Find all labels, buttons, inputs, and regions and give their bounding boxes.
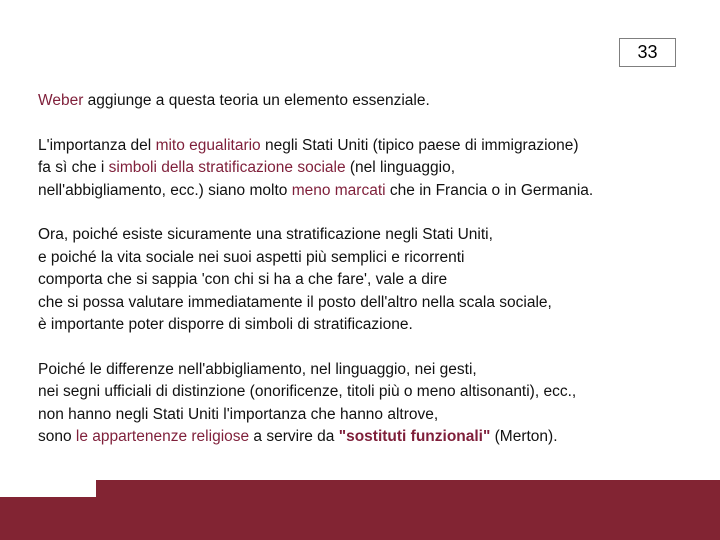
text: (Merton). [490,428,558,445]
text: che in Francia o in Germania. [385,181,594,199]
text: aggiunge a questa teoria un elemento essenziale. [83,92,430,109]
text: nell'abbigliamento, ecc.) siano molto [38,181,292,199]
highlight-simboli: simboli della stratificazione sociale [108,159,346,176]
text: negli Stati Uniti (tipico paese di immigrazione) [260,136,579,154]
text: L'importanza del [38,136,156,154]
text-line: non hanno negli Stati Uniti l'importanza che hanno altrove, [38,405,439,423]
highlight-sostituti-funzionali: "sostituti funzionali" [338,428,491,445]
text-line [38,135,708,158]
slide-body [38,90,708,449]
paragraph-egalitarian-myth [38,135,708,203]
text-line [38,180,708,203]
highlight-meno-marcati: meno marcati [291,181,386,199]
text-line: e poiché la vita sociale nei suoi aspetti più semplici e ricorrenti [38,248,465,266]
text: (nel linguaggio, [345,159,456,176]
page-number: 33 [619,38,676,67]
paragraph-functional-substitutes [38,359,708,449]
text: sono [38,428,76,445]
text-line: Poiché le differenze nell'abbigliamento, nel linguaggio, nei gesti, [38,360,477,378]
text-line: Ora, poiché esiste sicuramente una stratificazione negli Stati Uniti, [38,226,493,243]
highlight-mito-egualitario: mito egualitario [155,136,261,154]
text-line [38,426,708,449]
text: a servire da [249,428,339,445]
text-line: nei segni ufficiali di distinzione (onorificenze, titoli più o meno altisonanti), ecc., [38,383,577,400]
paragraph-stratification [38,224,708,337]
highlight-appartenenze-religiose: le appartenenze religiose [75,428,250,445]
paragraph-intro [38,90,708,113]
text: fa sì che i [38,159,109,176]
text-line: è importante poter disporre di simboli di stratificazione. [38,316,413,333]
footer-bar [96,480,720,540]
footer-bar-left [0,497,96,540]
highlight-weber: Weber [38,92,84,109]
text-line: che si possa valutare immediatamente il posto dell'altro nella scala sociale, [38,293,552,311]
text-line [38,157,708,180]
text-line: comporta che si sappia 'con chi si ha a che fare', vale a dire [38,271,448,288]
